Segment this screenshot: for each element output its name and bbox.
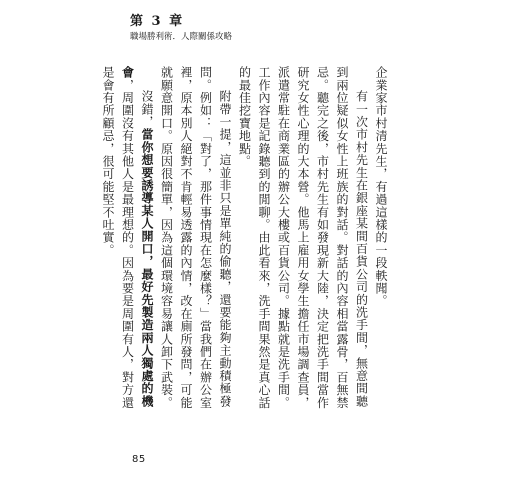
chapter-subtitle: 職場勝利術．人際關係攻略 [130,32,233,42]
chapter-label: 第 3 章 [130,14,185,29]
paragraph-4-end: ，周圍沒有其他人是最理想的。因為要是周圍有人，對方還是會有所顧忌，很可能堅不吐實。 [101,66,135,409]
chapter-header [130,14,270,43]
paragraph-4 [98,66,157,410]
emphasized-text: 當你想要誘導某人開口，最好先製造兩人獨處的機會 [120,66,154,408]
page-number: 85 [132,454,146,465]
paragraph-1: 企業家市村清先生，有過這樣的一段軼聞。 [374,66,388,308]
paragraph-3: 附帶一提，這並非只是單純的偷聽，還要能夠主動積極發問。例如：「對了，那件事情現在怎麼樣？」當我們在辦公室裡，原本別人絕對不肯輕易透露的內情，改在廁所發問，可能就願意開口。原因很簡單，因為這個環境容易讓人卸下武裝。 [159,66,232,409]
body-text [101,66,390,410]
paragraph-4-start: 沒錯， [140,90,154,129]
paragraph-2: 有一次市村先生在銀座某間百貨公司的洗手間，無意間聽到兩位疑似女性上班族的對話。對話的內容相當露骨，百無禁忌。聽完之後，市村先生有如發現新大陸，決定把洗手間當作研究女性心理的大本營。他馬上雇用女學生擔任市場調查員，派遣常駐在商業區的辦公大樓或百貨公司。據點就是洗手間。工作內容是記錄聽到的閒聊。由此看來，洗手間果然是真心話的最佳挖寶地點。 [237,66,369,409]
